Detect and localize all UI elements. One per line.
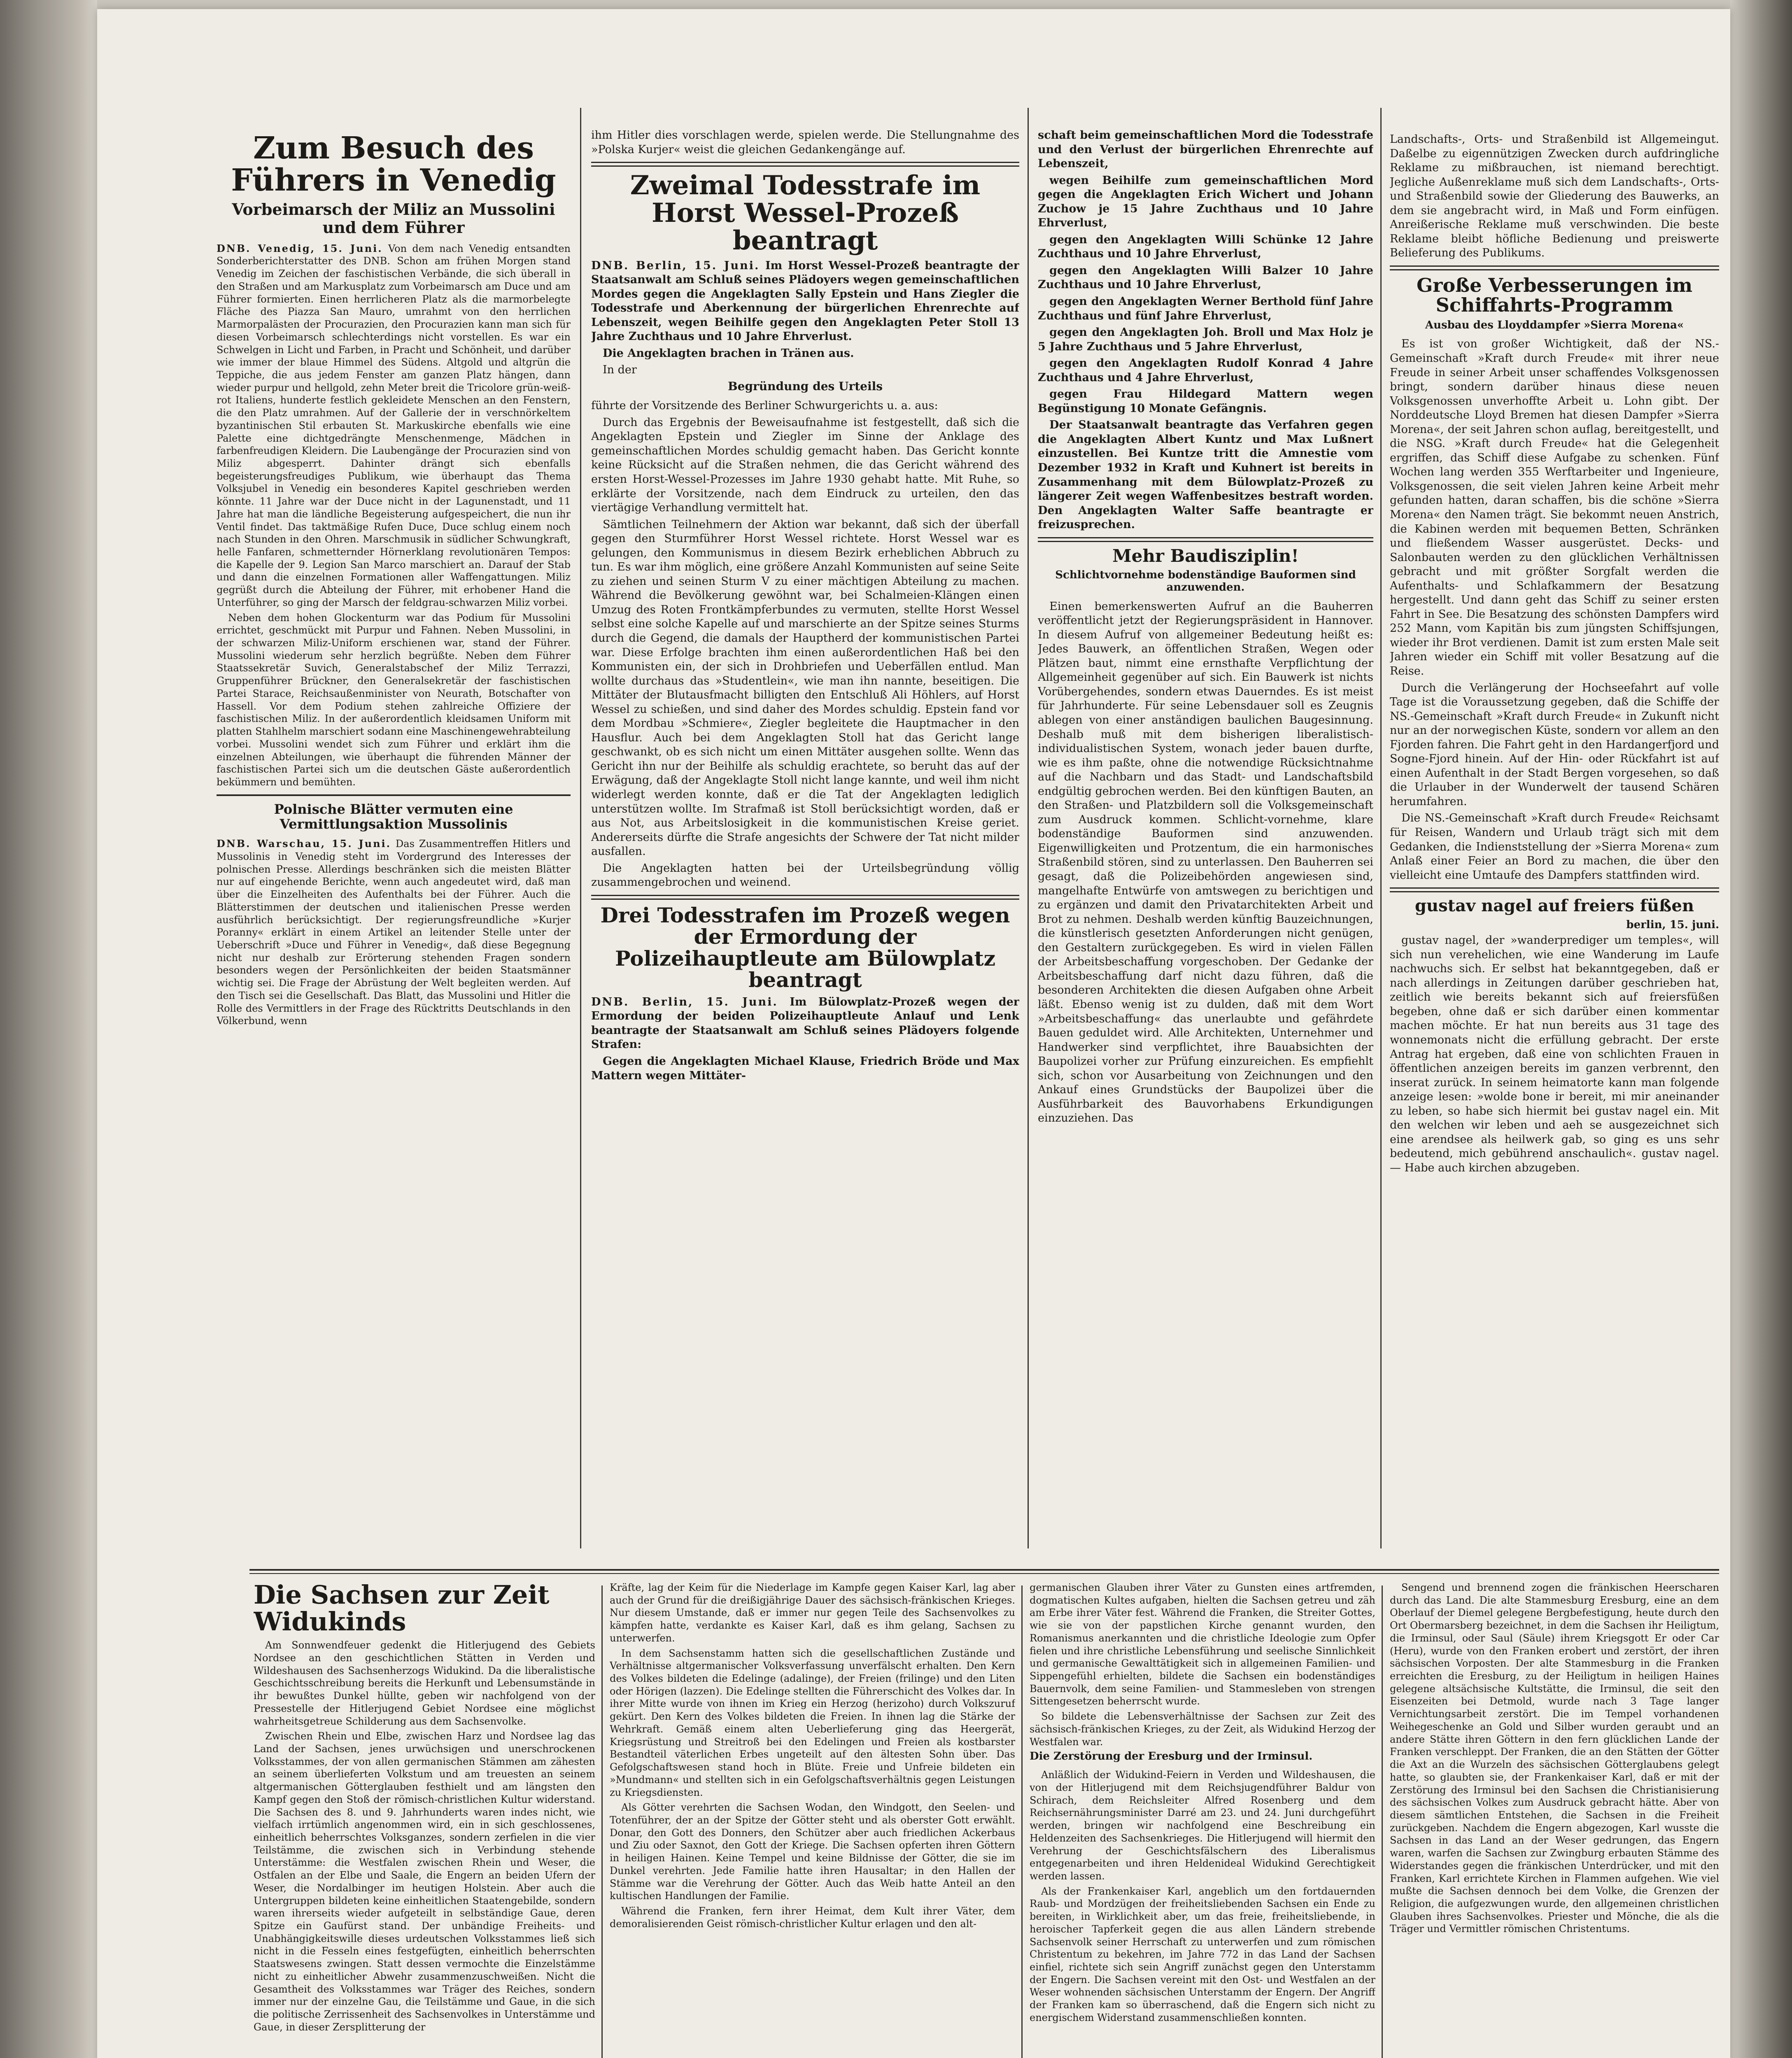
subhead-urteil: Begründung des Urteils bbox=[727, 379, 883, 393]
column-rule bbox=[1021, 1585, 1023, 2058]
article-text: gegen Frau Hildegard Mattern wegen Begünstigung 10 Monate Gefängnis. bbox=[1038, 388, 1373, 415]
subhead-eresburg: Die Zerstörung der Eresburg und der Irminsul. bbox=[1030, 1750, 1313, 1763]
article-text: Einen bemerkenswerten Aufruf an die Bauherren veröffentlicht jetzt der Regierungspräsident in Hannover. In diesem Aufruf von allgemeiner Bedeutung heißt es: Jedes Bauwerk, an öffentlichen Straßen, Wegen oder Plätzen baut, nimmt eine ernsthafte Verpflichtung der Allgemeinheit gegenüber auf sich. Ein Bauwerk ist nichts Vorübergehendes, sondern etwas Dauerndes. Es ist meist für Jahrhunderte. Für seine Lebensdauer soll es Zeugnis ablegen von einer anständigen baulichen Baugesinnung. Deshalb muß mit dem bisherigen liberalistisch-individualistischen System, wonach jeder bauen durfte, wie es ihm paßte, ohne die notwendige Rücksichtnahme auf die Nachbarn und das Stadt- und Landschaftsbild endgültig gebrochen werden. Bei den künftigen Bauten, an den Straßen- und Platzbildern soll die Volksgemeinschaft zum Ausdruck kommen. Schlicht-vornehme, klare bodenständige Bauformen sind anzuwenden. Eigenwilligkeiten und Protzentum, die ein harmonisches Straßenbild stören, sind zu unterlassen. Den Bauherren sei gesagt, daß die Polizeibehörden angewiesen sind, mangelhafte Entwürfe von amtswegen zu berichtigen und zu ergänzen und damit den Privatarchitekten Arbeit und Brot zu nehmen. Deshalb werden künftig Bauzeichnungen, die künstlerisch gesetzten Anforderungen nicht genügen, den Gestaltern zurückgegeben. Es wird in vielen Fällen der Arbeitsbeschaffung vorgeschoben. Der Gedanke der Arbeitsbeschaffung darf nicht dazu führen, daß die besonderen Architekten die diesen Aufgaben ohne Arbeit läßt. Ebenso wenig ist zu dulden, daß mit dem Wort »Arbeitsbeschaffung« das unerlaubte und gefährdete Bauen geduldet wird. Alle Architekten, Unternehmer und Handwerker sind verpflichtet, ihre Bauabsichten der Baupolizei vorher zur Prüfung einzureichen. Es empfiehlt sich, schon vor Ausarbeitung von Zeichnungen und den Ankauf eines Grundstücks der Baupolizei über die Ausführbarkeit des Bauvorhabens Erkundigungen einzuziehen. Das bbox=[1038, 600, 1373, 1125]
article-text: Die NS.-Gemeinschaft »Kraft durch Freude« Reichsamt für Reisen, Wandern und Urlaub trägt sich mit dem Gedanken, die Indienststellung der »Sierra Morena« zum Anlaß einer Feier an Bord zu machen, die über den vielleicht eine Umtaufe des Dampfers stattfinden wird. bbox=[1390, 812, 1719, 882]
dateline: DNB. Berlin, 15. Juni. bbox=[591, 995, 778, 1008]
article-text: Landschafts-, Orts- und Straßenbild ist Allgemeingut. Daßelbe zu eigennützigen Zwecken durch aufdringliche Reklame zu mißbrauchen, ist niemand berechtigt. Jegliche Außenreklame muß sich dem Landschafts-, Orts- und Straßenbild sowie der Gliederung des Bauwerks, an dem sie angebracht wird, in Maß und Form einfügen. Anreißerische Reklame muß verschwinden. Die beste Reklame bleibt höfliche Bedienung und preiswerte Belieferung des Publikums. bbox=[1390, 133, 1719, 260]
article-text: Die Angeklagten hatten bei der Urteilsbegründung völlig zusammengebrochen und weinend. bbox=[591, 861, 1019, 889]
article-text: Als Götter verehrten die Sachsen Wodan, den Windgott, den Seelen- und Totenführer, der an der Spitze der Götter steht und als oberster Gott erwählt. Donar, den Gott des Donners, den Schützer aber auch friedlichen Ackerbaus und Ziu oder Saxnot, den Gott der Kriege. Die Sachsen opferten ihren Göttern in heiligen Hainen. Keine Tempel und keine Bildnisse der Götter, die sie im Dunkel verehrten. Jede Familie hatte ihren Hausaltar; in den Hallen der Stämme war die Verehrung der Götter. Auch das Weib hatte Anteil an den kultischen Handlungen der Familie. bbox=[610, 1802, 1015, 1902]
bottom-column-2 bbox=[610, 1581, 1015, 2058]
dateline: DNB. Warschau, 15. Juni. bbox=[217, 838, 391, 850]
article-text: Von dem nach Venedig entsandten Sonderberichterstatter des DNB. Schon am frühen Morgen stand Venedig im Zeichen der faschistischen Verbände, die sich überall in den Straßen und am Markusplatz zum Vorbeimarsch am Duce und am Führer formierten. Einen herrlicheren Platz als die marmorbelegte Fläche des Piazza San Mauro, umrahmt von den herrlichen Marmorpalästen der Procurazien, den Procurazien kann man sich für diesen Vorbeimarsch schlechterdings nicht vorstellen. Es war ein Schwelgen in Licht und Farben, in Pracht und Schönheit, und darüber wie immer der blaue Himmel des Südens. Altgold und altgrün die Teppiche, die aus jedem Fenster am ganzen Platz hängen, dann wieder purpur und hellgold, zehn Meter breit die Tricolore grün-weiß-rot Italiens, hunderte festlich gekleidete Menschen an den Fenstern, die den Platz umrahmen. Auf der Gallerie der in verschnörkeltem byzantinischen Stil erbauten St. Markuskirche ebenfalls wie eine Palette eine dichtgedrängte Menschenmenge, Mädchen in farbenfreudigen Kleidern. Die Laubengänge der Procurazien sind von Miliz abgesperrt. Dahinter drängt sich ebenfalls begeisterungsfreudiges Publikum, wie überhaupt das Thema Volksjubel in Venedig ein besonderes Kapitel geschrieben werden könnte. 11 Jahre war der Duce nicht in der Lagunenstadt, und 11 Jahre hat man die ländliche Begeisterung aufgespeichert, die nun ihr Ventil findet. Das taktmäßige Rufen Duce, Duce schlug einem noch nach Stunden in den Ohren. Marschmusik in südlicher Schwungkraft, helle Fanfaren, schmetternder Hörnerklang revolutionären Tempos: die Kapelle der 9. Legion San Marco marschiert an. Darauf der Stab und dann die einzelnen Formationen aller Waffengattungen. Miliz gegrüßt durch die Abteilung der Führer, mit erhobener Hand die Unterführer, so ging der Marsch der feldgrau-schwarzen Miliz vorbei. bbox=[217, 242, 571, 608]
article-text: ihm Hitler dies vorschlagen werde, spielen werde. Die Stellungnahme des »Polska Kurjer« weist die gleichen Gedankengänge auf. bbox=[591, 129, 1019, 156]
article-text: gegen den Angeklagten Rudolf Konrad 4 Jahre Zuchthaus und 4 Jahre Ehrverlust, bbox=[1038, 357, 1373, 384]
divider bbox=[591, 162, 1019, 167]
column-rule bbox=[580, 108, 581, 1548]
article-text: Die Angeklagten brachen in Tränen aus. bbox=[603, 347, 854, 360]
bottom-column-4 bbox=[1390, 1581, 1719, 2058]
column-3 bbox=[1038, 128, 1373, 1553]
article-text: gegen den Angeklagten Werner Berthold fünf Jahre Zuchthaus und fünf Jahre Ehrverlust, bbox=[1038, 295, 1373, 322]
article-text: Im Bülowplatz-Prozeß wegen der Ermordung der beiden Polizeihauptleute Anlauf und Lenk beantragte der Staatsanwalt am Schluß seines Plädoyers folgende Strafen: bbox=[591, 995, 1019, 1051]
article-text: Sengend und brennend zogen die fränkischen Heerscharen durch das Land. Die alte Stammesburg Eresburg, eine an dem Oberlauf der Diemel gelegene Bergbefestigung, heute durch den Ort Obermarsberg bezeichnet, in dem die Sachsen ihr Heiligtum, die Irminsul, oder Saul (Säule) ihrem Kriegsgott Er oder Car (Heru), wurde von den Franken erobert und zerstört, der ihren sächsischen Vorposten. Der alte Stammesburg in die Franken erreichten die Eresburg, zu der Heiligtum in heiligen Haines gelegene altsächsische Kultstätte, die Irminsul, die seit den Eisenzeiten bei Detmold, wurde nach 3 Tage langer Vernichtungsarbeit zerstört. Die im Tempel vorhandenen Weihegeschenke an Gold und Silber wurden geraubt und an andere Stätte ihren Göttern in den fern glücklichen Lande der Franken verschleppt. Der Franken, die an den Stätten der Götter die Axt an die Wurzeln des sächsischen Götterglaubens gelegt hatte, so glaubten sie, der Frankenkaiser Karl, daß er mit der Zerstörung des Irminsul bei den Sachsen die Christianisierung des sächsischen Volkes zum Ausdruck gebracht hätte. Aber von diesem sämtlichen Entstehen, die Sachsen in die Freiheit zurückgeben. Nachdem die Engern abgezogen, Karl wusste die Sachsen in das Land an der Weser gedrungen, das Engern waren, warfen die Sachsen zur Zwingburg erbauten Stämme des Widerstandes gegen die fränkischen Unterdrücker, und mit den Franken, Karl errichtete Kirchen in Flammen aufgehen. Wie viel mußte die Sachsen dennoch bei dem Volke, die Grenzen der Religion, die aufgezwungen wurde, den allgemeinen christlichen Glauben ihres Sachsenvolkes. Priester und Mönche, die als die Träger und Vermittler römischen Christentums. bbox=[1390, 1582, 1719, 1935]
headline-gustav-nagel: gustav nagel auf freiers füßen bbox=[1415, 896, 1694, 916]
page-fold-shadow bbox=[1730, 0, 1792, 2058]
article-text: Im Horst Wessel-Prozeß beantragte der Staatsanwalt am Schluß seines Plädoyers wegen gemeinschaftlichen Mordes gegen die Angeklagten Sally Epstein und Hans Ziegler die Todesstrafe und Aberkennung der bürgerlichen Ehrenrechte auf Lebenszeit, wegen Beihilfe gegen den Angeklagten Peter Stoll 13 Jahre Zuchthaus und 10 Jahre Ehrverlust. bbox=[591, 259, 1019, 343]
article-text: wegen Beihilfe zum gemeinschaftlichen Mord gegen die Angeklagten Erich Wichert und Johann Zuchow je 15 Jahre Zuchthaus und 10 Jahre Ehrverlust, bbox=[1038, 174, 1373, 230]
column-rule bbox=[601, 1585, 603, 2058]
headline-polnische-blaetter: Polnische Blätter vermuten eine Vermittlungsaktion Mussolinis bbox=[274, 801, 513, 832]
column-rule bbox=[1382, 1585, 1383, 2058]
article-text: gegen den Angeklagten Joh. Broll und Max Holz je 5 Jahre Zuchthaus und 5 Jahre Ehrverlust, bbox=[1038, 326, 1373, 353]
column-1 bbox=[217, 133, 571, 1553]
article-text: schaft beim gemeinschaftlichen Mord die Todesstrafe und den Verlust der bürgerlichen Ehrenrechte auf Lebenszeit, bbox=[1038, 129, 1373, 170]
divider bbox=[1390, 265, 1719, 270]
article-text: Kräfte, lag der Keim für die Niederlage im Kampfe gegen Kaiser Karl, lag aber auch der Grund für die dreißigjährige Dauer des sächsisch-fränkischen Krieges. Nur diesem Umstande, daß er immer nur gegen Teile des Sachsenvolkes zu kämpfen hatte, verdankte es Kaiser Karl, daß es ihm gelang, Sachsen zu unterwerfen. bbox=[610, 1582, 1015, 1644]
column-rule bbox=[1028, 108, 1029, 1548]
article-text: So bildete die Lebensverhältnisse der Sachsen zur Zeit des sächsisch-fränkischen Krieges, zu der Zeit, als Widukind Herzog der Westfalen war. bbox=[1030, 1711, 1375, 1748]
bottom-column-1 bbox=[254, 1581, 595, 2058]
divider bbox=[1390, 887, 1719, 892]
article-text: Anläßlich der Widukind-Feiern in Verden und Wildeshausen, die von der Hitlerjugend mit dem Reichsjugendführer Baldur von Schirach, dem Reichsleiter Alfred Rosenberg und dem Reichsernährungsminister Darré am 23. und 24. Juni durchgeführt werden, bringen wir nachfolgend eine Beschreibung ein Heldenzeiten des Sachsenkrieges. Die Hitlerjugend will hiermit den Verehrung der Geschichtsfälschern des Liberalismus entgegenarbeiten und ihren Heldenideal Widukind Gerechtigkeit werden lassen. bbox=[1030, 1769, 1375, 1882]
article-text: Das Zusammentreffen Hitlers und Mussolinis in Venedig steht im Vordergrund des Interesses der polnischen Presse. Allerdings beschränken sich die meisten Blätter nur auf eingehende Berichte, wenn auch angedeutet wird, daß man über die Einzelheiten des Aufenthalts bei der Führer. Auch die Blätterstimmen der deutschen und italienischen Presse werden ausführlich berücksichtigt. Der regierungsfreundliche »Kurjer Poranny« erklärt in einem Artikel an leitender Stelle unter der Ueberschrift »Duce und Führer in Venedig«, daß diese Begegnung nicht nur deshalb zur Erörterung stehenden Fragen sondern besonders wegen der Persönlichkeiten der beiden Staatsmänner wichtig sei. Die Frage der Abrüstung der Welt begleiten werden. Auf den Tisch sei die Gesellschaft. Das Blatt, das Mussolini und Hitler die Rolle des Vermittlers in der Frage des Rücktritts Deutschlands in den Völkerbund, wenn bbox=[217, 838, 571, 1027]
article-text: Es ist von großer Wichtigkeit, daß der NS.-Gemeinschaft »Kraft durch Freude« mit ihrer neue Freude in seiner Arbeit unser schaffendes Volksgenossen bringt, sondern darüber hinaus diese neuen Volksgenossen unverhoffte Arbeit u. Lohn gibt. Der Norddeutsche Lloyd Bremen hat diesen Dampfer »Sierra Morena«, der seit Jahren schon auflag, bereitgestellt, und die NSG. »Kraft durch Freude« hat die Gelegenheit ergriffen, das Schiff diese Aufgabe zu schenken. Fünf Wochen lang werden 355 Werftarbeiter und Ingenieure, Volksgenossen, die seit vielen Jahren keine Arbeit mehr gefunden hatten, daran schaffen, bis die schöne »Sierra Morena« den Namen trägt. Sie bekommt neuen Anstrich, die Kabinen werden mit bequemen Betten, Schränken und fließendem Wasser ausgerüstet. Decks- und Salonbauten werden zu den glücklichen Verhältnissen gebracht und mit größter Sorgfalt werden die Aufenthalts- und Schlafkammern der Besatzung hergestellt. Und dann geht das Schiff zu seiner ersten Fahrt in See. Die Besatzung des schönsten Dampfers wird 252 Mann, vom Kapitän bis zum jüngsten Schiffsjungen, wieder ihr Brot verdienen. Damit ist zum ersten Male seit Jahren wieder ein Schiff mit voller Besatzung auf die Reise. bbox=[1390, 338, 1719, 677]
dateline: DNB. Venedig, 15. Juni. bbox=[217, 242, 383, 254]
article-text: Gegen die Angeklagten Michael Klause, Friedrich Bröde und Max Mattern wegen Mittäter- bbox=[591, 1055, 1019, 1082]
dateline: berlin, 15. juni. bbox=[1626, 919, 1719, 931]
article-text: Durch das Ergebnis der Beweisaufnahme ist festgestellt, daß sich die Angeklagten Epstein und Ziegler im Sinne der Anklage des gemeinschaftlichen Mordes schuldig gemacht haben. Das Gericht konnte keine Rücksicht auf die Straßen nehmen, die das Gericht während des ersten Horst-Wessel-Prozesses im Jahre 1930 gehabt hatte. Mit Ruhe, so erklärte der Vorsitzende, nach dem Eindruck zu urteilen, den das viertägige Verhandlung vermittelt hat. bbox=[591, 416, 1019, 514]
article-text: Als der Frankenkaiser Karl, angeblich um den fortdauernden Raub- und Mordzügen der freiheitsliebenden Sachsen ein Ende zu bereiten, in Wirklichkeit aber, um das freie, freiheitsliebende, in heroischer Tapferkeit gegen die aus allen Ländern strebende Sachsenvolk seiner Herrschaft zu unterwerfen und zum römischen Christentum zu bekehren, im Jahre 772 in das Land der Sachsen einfiel, richtete sich sein Angriff zunächst gegen den Unterstamm der Engern. Die Sachsen vereint mit den Ost- und Westfalen an der Weser wohnenden sächsischen Unterstamm der Engern. Der Angriff der Franken kam so überraschend, daß die Engern sich nicht zu energischem Widerstand zusammenschließen konnten. bbox=[1030, 1885, 1375, 2023]
article-text: germanischen Glauben ihrer Väter zu Gunsten eines artfremden, dogmatischen Kultes aufgaben, hielten die Sachsen getreu und zäh am Erbe ihrer Väter fest. Während die Franken, die Streiter Gottes, wie sie von der papstlichen Kirche genannt wurden, den Romanismus anerkannten und die christliche Ideologie zum Opfer fielen und ihre christliche Lebensführung und seelische Sinnlichkeit und germanische Gewalttätigkeit sich in allgemeinen Familien- und Sippengefühl erhielten, bildete die Sachsen ein bodenständiges Bauernvolk, dem seine Familien- und Stammesleben von strengen Sittengesetzen beherrscht wurde. bbox=[1030, 1582, 1375, 1707]
newspaper-page bbox=[97, 9, 1730, 2058]
column-rule bbox=[1380, 108, 1382, 1548]
headline-baudisziplin: Mehr Baudisziplin! bbox=[1112, 545, 1299, 566]
article-text: gegen den Angeklagten Willi Schünke 12 Jahre Zuchthaus und 10 Jahre Ehrverlust, bbox=[1038, 233, 1373, 261]
article-text: gustav nagel, der »wanderprediger um temples«, will sich nun verehelichen, wie eine Wanderung im Laufe nachwuchs sich. Er selbst hat bekanntgegeben, daß er nach allerdings in Zeitungen darüber geschrieben hat, zeitlich wie bereits bekannt sich auf freiersfüßen begeben, ohne daß er sich darüber einen kommentar machen möchte. Er hat nun bereits aus 31 tage des wonnemonats nicht die erfüllung gebracht. Der erste Antrag hat ergeben, daß eine von schlichten Frauen in öffentlichen anzeigen bereits im ganzen verbrennt, den inserat zurück. In seinem heimatorte kann man folgende anzeige lesen: »wolde bone ir bereit, mi mir aneinander zu leben, so habe sich hiermit bei gustav nagel ein. Mit den welchen wir leben und aeh se ausgezeichnet sich eine arendsee als heilwerk gab, so ging es uns sehr bedeutend, mich gebührend anschaulich«. gustav nagel. — Habe auch kirchen abzugeben. bbox=[1390, 934, 1719, 1174]
column-2 bbox=[591, 128, 1019, 1553]
divider bbox=[591, 895, 1019, 900]
headline-buelowplatz: Drei Todesstrafen im Prozeß wegen der Ermordung der Polizeihauptleute am Bülowplatz beantragt bbox=[600, 903, 1010, 992]
headline-fuehrer-venedig: Zum Besuch des Führers in Venedig bbox=[231, 133, 556, 198]
article-text: In der bbox=[603, 363, 637, 377]
article-text: Während die Franken, fern ihrer Heimat, dem Kult ihrer Väter, dem demoralisierenden Geist römisch-christlicher Kultur erlagen und den alt- bbox=[610, 1905, 1015, 1930]
subhead-bauformen: Schlichtvornehme bodenständige Bauformen sind anzuwenden. bbox=[1055, 568, 1356, 594]
section-divider bbox=[249, 1569, 1719, 1571]
divider bbox=[217, 794, 571, 796]
article-text: gegen den Angeklagten Willi Balzer 10 Jahre Zuchthaus und 10 Jahre Ehrverlust, bbox=[1038, 264, 1373, 291]
article-text: Zwischen Rhein und Elbe, zwischen Harz und Nordsee lag das Land der Sachsen, jenes urwüchsigen und unerschrockenen Volksstammes, der von allen germanischen Stämmen am zähesten an seinem überlieferten Volkstum und am treuesten an seinem altgermanischen Götterglauben festhielt und am längsten den Kampf gegen den Stoß der römisch-christlichen Kultur widerstand. Die Sachsen des 8. und 9. Jahrhunderts waren indes nicht, wie vielfach irrtümlich angenommen wird, ein in sich geschlossenes, einheitlich beherrschtes Volksganzes, sondern zerfielen in die vier Teilstämme, die zwischen sich in Verbindung stehende Unterstämme: die Westfalen zwischen Rhein und Weser, die Ostfalen an der Elbe und Saale, die Engern an beiden Ufern der Weser, die Nordalbinger im heutigen Holstein. Aber auch die Untergruppen bildeten keine einheitlichen Staatengebilde, sondern waren ihrerseits wieder aufgeteilt in selbständige Gaue, deren Spitze ein Gaufürst stand. Der unbändige Freiheits- und Unabhängigkeitswille dieses urdeutschen Volksstammes ließ sich nicht in die Fesseln eines festgefügten, einheitlich beherrschten Staatswesens zwingen. Statt dessen vermochte die Einzelstämme nicht zu einheitlicher Abwehr zusammenzuschweißen. Nicht die Gesamtheit des Volksstammes war Träger des Reiches, sondern immer nur der einzelne Gau, die Teilstämme und Gaue, in die sich die politische Zerrissenheit des Sachsenvolkes in Unterstämme und Gaue, in dieser Zersplitterung der bbox=[254, 1730, 595, 2033]
headline-horst-wessel: Zweimal Todesstrafe im Horst Wessel-Prozeß beantragt bbox=[630, 170, 981, 256]
article-text: In dem Sachsenstamm hatten sich die gesellschaftlichen Zustände und Verhältnisse altgermanischer Volksverfassung unverfälscht erhalten. Den Kern des Volkes bildeten die Edelinge (adalinge), der Freien (frilinge) und den Liten oder Hörigen (lazzen). Die Edelinge stellten die Führerschicht des Volkes dar. In ihrer Mitte wurde von ihnen im Krieg ein Herzog (herizoho) durch Volkszuruf gekürt. Den Kern des Volkes bildeten die Freien. In ihnen lag die Stärke der Wehrkraft. Gemäß einem alten Ueberlieferung ging das Heergerät, Kriegsrüstung und Streitroß bei den Edelingen und Freien als kostbarster Bestandteil väterlichen Erbes ungeteilt auf den ältesten Sohn über. Das Gefolgschaftswesen stand hoch in Blüte. Freie und Unfreie bildeten ein »Mundmann« und stellten sich in ein Gefolgschaftsverhältnis gegen Leistungen zu Kriegsdiensten. bbox=[610, 1647, 1015, 1798]
subhead-sierra-morena: Ausbau des Lloyddampfer »Sierra Morena« bbox=[1425, 319, 1684, 331]
bottom-column-3 bbox=[1030, 1581, 1375, 2058]
subhead-vorbeimarsch: Vorbeimarsch der Miliz an Mussolini und dem Führer bbox=[232, 200, 555, 237]
book-gutter bbox=[0, 0, 97, 2058]
article-text: Sämtlichen Teilnehmern der Aktion war bekannt, daß sich der überfall gegen den Sturmführer Horst Wessel richtete. Horst Wessel war es gelungen, den Kommunismus in diesem Bezirk erheblichen Abbruch zu tun. Es war ihm möglich, eine größere Anzahl Kommunisten auf seine Seite zu ziehen und seinen Sturm V zu einer mächtigen Abteilung zu machen. Während die Bevölkerung gewöhnt war, bei Schalmeien-Klängen einen Umzug des Roten Frontkämpferbundes zu vermuten, stellte Horst Wessel selbst eine solche Kapelle auf und marschierte an der Spitze seines Sturms durch die Gegend, die damals der Hauptherd der kommunistischen Partei war. Diese Erfolge brachten ihm einen außerordentlichen Haß bei den Kommunisten ein, der sich in Drohbriefen und Ueberfällen entlud. Man wollte durchaus das »Studentlein«, wie man ihn nannte, beseitigen. Die Mittäter der Blutausfmacht billigten den Entschluß Ali Höhlers, auf Horst Wessel zu schießen, und sind daher des Mordes schuldig. Epstein fand vor dem Mordbau »Schmiere«, Ziegler begleitete die Hauptmacher in den Hausflur. Auch bei dem Angeklagten Stoll hat das Gericht lange geschwankt, ob es sich nicht um einen Mittäter ausgehen sollte. Wenn das Gericht ihn nur der Beihilfe als schuldig erachtete, so beruht das auf der Erwägung, daß der Angeklagte Stoll nicht lange kannte, und weil ihm nicht widerlegt werden konnte, daß er die Tat der Angeklagten lediglich unterstützen wollte. Im Strafmaß ist Stoll berücksichtigt worden, daß er aus Not, aus Arbeitslosigkeit in die kommunistischen Kreise geriet. Andererseits dürfte die Strafe angesichts der Schwere der Tat nicht milder ausfallen. bbox=[591, 518, 1019, 858]
article-text: Neben dem hohen Glockenturm war das Podium für Mussolini errichtet, geschmückt mit Purpur und Fahnen. Neben Mussolini, in der schwarzen Miliz-Uniform erschienen war, stand der Führer. Mussolini wiederum sehr herzlich begrüßte. Neben dem Führer Staatssekretär Suvich, Generalstabschef der Miliz Terrazzi, Gruppenführer Brückner, den Generalsekretär der faschistischen Partei Starace, Reichsaußenminister von Neurath, Botschafter von Hassell. Vor dem Podium stehen zahlreiche Offiziere der faschistischen Miliz. In der außerordentlich kleidsamen Uniform mit platten Stahlhelm marschiert sodann eine Maschinengewehrabteilung vorbei. Mussolini wendet sich zum Führer und erklärt ihm die einzelnen Abteilungen, wie überhaupt die führenden Männer der faschistischen Partei sich um die deutschen Gäste außerordentlich bekümmern und bemühten. bbox=[217, 612, 571, 788]
divider bbox=[1038, 537, 1373, 542]
article-text: führte der Vorsitzende des Berliner Schwurgerichts u. a. aus: bbox=[591, 399, 938, 412]
section-divider bbox=[249, 1573, 1719, 1574]
article-text: Der Staatsanwalt beantragte das Verfahren gegen die Angeklagten Albert Kuntz und Max Lußnert einzustellen. Bei Kuntze tritt die Amnestie vom Dezember 1932 in Kraft und Kuhnert ist bereits in Zusammenhang mit dem Bülowplatz-Prozeß zu längerer Zeit wegen Waffenbesitzes bestraft worden. Den Angeklagten Walter Saffe beantragte er freizusprechen. bbox=[1038, 419, 1373, 531]
headline-schiffahrt: Große Verbesserungen im Schiffahrts-Programm bbox=[1416, 274, 1693, 317]
headline-sachsen-widukind: Die Sachsen zur Zeit Widukinds bbox=[254, 1581, 550, 1637]
dateline: DNB. Berlin, 15. Juni. bbox=[591, 259, 760, 272]
column-4 bbox=[1390, 133, 1719, 1553]
article-text: Durch die Verlängerung der Hochseefahrt auf volle Tage ist die Voraussetzung gegeben, daß die Schiffe der NS.-Gemeinschaft »Kraft durch Freude« in Zukunft nicht nur an der norwegischen Küste, sondern vor allem an den Fjorden fahren. Die Fahrt geht in den Hardangerfjord und Sogne-Fjord hinein. Auf der Hin- oder Rückfahrt ist auf einen Aufenthalt in der Stadt Bergen vorgesehen, so daß die Urlauber in der Wunderwelt der tausend Schären herumfahren. bbox=[1390, 681, 1719, 808]
article-text: Am Sonnwendfeuer gedenkt die Hitlerjugend des Gebiets Nordsee an den geschichtlichen Stätten in Verden und Wildeshausen des Sachsenherzogs Widukind. Da die liberalistische Geschichtsschreibung bereits die Herkunft und Lebensumstände in ihr bewußtes Dunkel hüllte, geben wir nachfolgend von der Pressestelle der Hitlerjugend Gebiet Nordsee eine möglichst wahrheitsgetreue Schilderung aus dem Sachsenvolke. bbox=[254, 1639, 595, 1727]
